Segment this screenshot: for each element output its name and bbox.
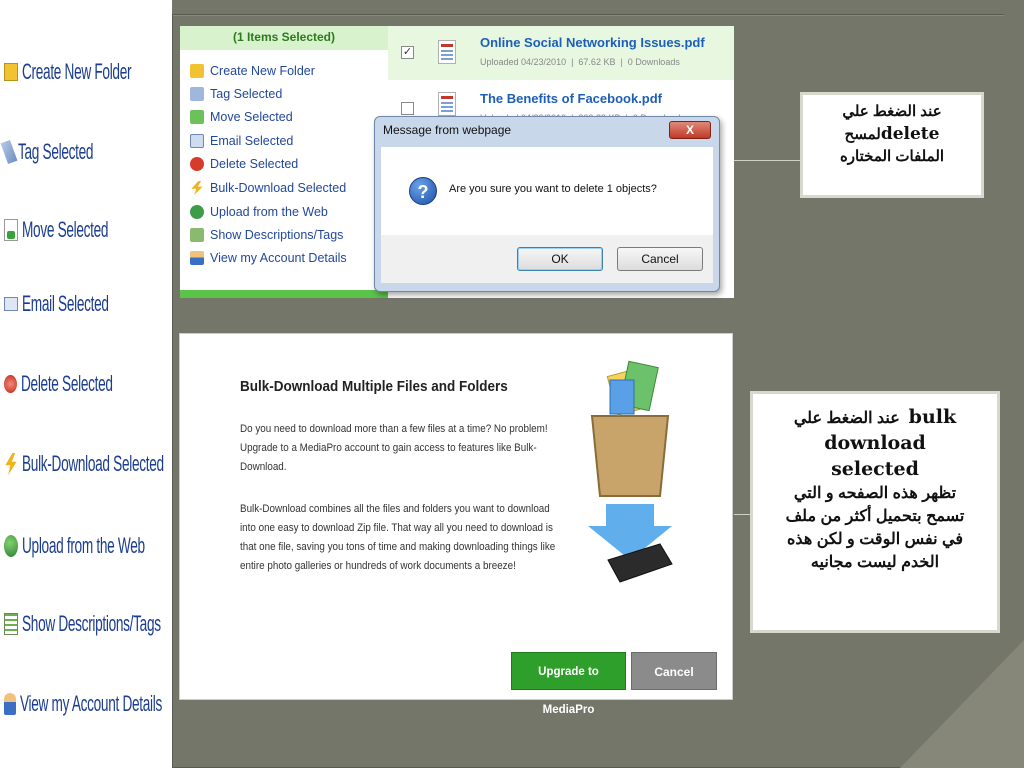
- bulk-download-callout: [750, 391, 1000, 633]
- menu-create-folder[interactable]: Create New Folder: [190, 62, 315, 80]
- left-item-account-details[interactable]: View my Account Details: [4, 684, 249, 724]
- delete-callout: [800, 92, 984, 198]
- lightning-icon: [4, 453, 18, 475]
- left-item-show-descriptions[interactable]: Show Descriptions/Tags: [4, 604, 246, 644]
- selection-count-header: (1 Items Selected): [180, 26, 388, 50]
- left-item-move-selected[interactable]: Move Selected: [4, 210, 161, 250]
- folder-icon: [190, 64, 204, 78]
- delete-icon: [4, 375, 17, 393]
- connector-line: [734, 514, 750, 515]
- menu-footer-bar: [180, 290, 388, 298]
- dialog-body: [381, 147, 713, 235]
- menu-bulk-download[interactable]: Bulk-Download Selected: [190, 179, 346, 197]
- question-icon: ?: [409, 177, 437, 205]
- dialog-message: Are you sure you want to delete 1 objects?: [449, 183, 657, 195]
- pdf-file-icon: [438, 92, 456, 116]
- dialog-title: Message from webpage: [383, 123, 512, 137]
- actions-menu: [180, 26, 388, 298]
- left-item-email-selected[interactable]: Email Selected: [4, 284, 162, 324]
- user-icon: [190, 251, 204, 265]
- callout-line: الخدم ليست مجانيه: [810, 554, 940, 571]
- pdf-file-icon: [438, 40, 456, 64]
- file-checkbox[interactable]: [401, 102, 414, 115]
- callout-line: تسمح بتحميل أكثر من ملف: [785, 508, 965, 525]
- callout-line: لمسحdelete: [844, 124, 940, 144]
- callout-line: selected: [831, 458, 919, 480]
- confirm-delete-dialog: [374, 116, 720, 292]
- upsell-paragraph: Bulk-Download combines all the files and folders you want to download into one easy to download Zip file. That way all you need to download is that one file, saving you tons of time and making downloading things like entire photo galleries or hundreds of work documents a breeze!: [240, 503, 556, 572]
- folder-icon: [4, 63, 18, 81]
- file-checkbox[interactable]: ✓: [402, 46, 413, 58]
- tags-list-icon: [190, 228, 204, 242]
- envelope-icon: [190, 134, 204, 148]
- move-icon: [4, 219, 18, 241]
- file-row[interactable]: [388, 26, 734, 80]
- dialog-close-button[interactable]: X: [669, 121, 711, 139]
- lightning-icon: [190, 181, 204, 195]
- callout-line: download: [824, 432, 926, 454]
- callout-line: في نفس الوقت و لكن هذه: [787, 531, 963, 548]
- menu-move-selected[interactable]: Move Selected: [190, 108, 293, 126]
- dialog-footer: [381, 235, 713, 283]
- globe-icon: [190, 205, 204, 219]
- menu-account-details[interactable]: View my Account Details: [190, 249, 347, 267]
- tag-icon: [1, 140, 18, 164]
- bulk-download-upsell-screenshot: [179, 333, 733, 716]
- menu-delete-selected[interactable]: Delete Selected: [190, 155, 298, 173]
- callout-line: عند الضغط علي: [842, 103, 942, 120]
- bulk-download-box-icon: [580, 354, 680, 594]
- left-item-bulk-download[interactable]: Bulk-Download Selected: [4, 444, 251, 484]
- tag-icon: [190, 87, 204, 101]
- envelope-icon: [4, 297, 18, 311]
- tags-list-icon: [4, 613, 18, 635]
- move-icon: [190, 110, 204, 124]
- upgrade-button[interactable]: Upgrade to MediaPro: [511, 652, 626, 690]
- connector-line: [734, 160, 800, 161]
- left-item-create-folder[interactable]: Create New Folder: [4, 52, 198, 92]
- menu-tag-selected[interactable]: Tag Selected: [190, 85, 282, 103]
- left-item-delete-selected[interactable]: Delete Selected: [4, 364, 169, 404]
- file-meta: Uploaded 04/23/2010 | 67.62 KB | 0 Downloads: [480, 57, 680, 67]
- globe-icon: [4, 535, 18, 557]
- left-action-list: [0, 0, 172, 768]
- upsell-title: Bulk-Download Multiple Files and Folders: [240, 378, 508, 395]
- file-name-link[interactable]: Online Social Networking Issues.pdf: [480, 35, 705, 50]
- upsell-paragraph: Do you need to download more than a few files at a time? No problem! Upgrade to a MediaPro account to gain access to features like Bulk-Download.: [240, 423, 548, 473]
- left-item-tag-selected[interactable]: Tag Selected: [4, 132, 139, 172]
- delete-icon: [190, 157, 204, 171]
- cancel-button[interactable]: Cancel: [617, 247, 703, 271]
- ok-button[interactable]: OK: [517, 247, 603, 271]
- menu-show-descriptions[interactable]: Show Descriptions/Tags: [190, 226, 343, 244]
- file-name-link[interactable]: The Benefits of Facebook.pdf: [480, 91, 663, 106]
- upsell-cancel-button[interactable]: Cancel: [631, 652, 717, 690]
- left-item-upload-web[interactable]: Upload from the Web: [4, 526, 220, 566]
- menu-email-selected[interactable]: Email Selected: [190, 132, 293, 150]
- callout-line: الملفات المختاره: [839, 148, 945, 165]
- menu-upload-web[interactable]: Upload from the Web: [190, 203, 328, 221]
- callout-line: تظهر هذه الصفحه و التي: [793, 485, 957, 502]
- callout-line: عند الضغط علي bulk: [793, 406, 957, 428]
- user-icon: [4, 693, 16, 715]
